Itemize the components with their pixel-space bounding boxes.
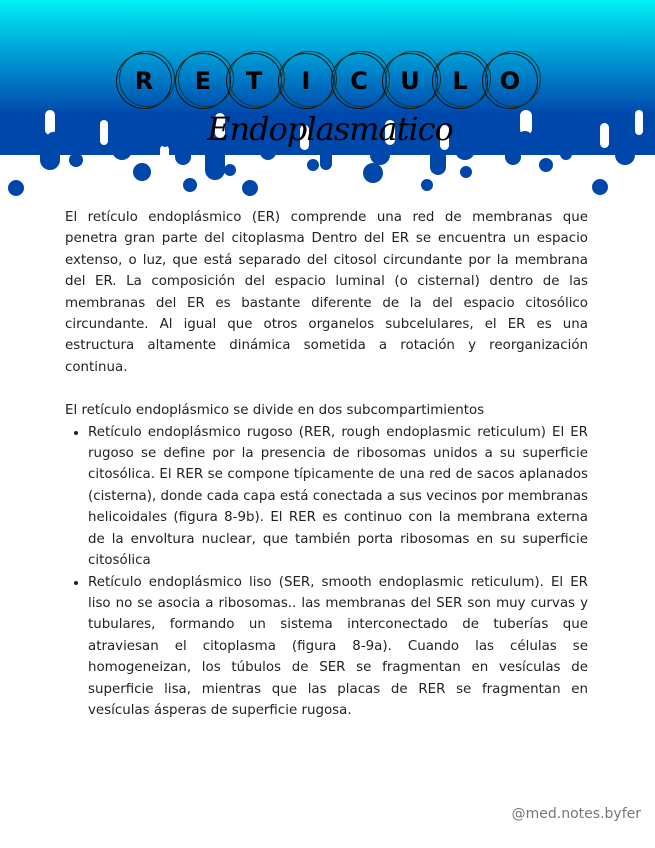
drip [150,112,162,150]
drip-gap [635,110,643,135]
drip [560,112,572,160]
list-item: • Retículo endoplásmico liso (SER, smooth endoplasmic reticulum). El ER liso no se asocia a ribosomas.. las membranas del SER son muy curvas y tubulares, formando un sistema interconectado de tuberías que atraviesan el citoplasma (figura 8-9a). Cuando las células se homogeneizan, los túbulos de SER se fragmentan en vesículas de superficie lisa, mientras que las placas de RER se fragmentan en vesículas ásperas de superficie rugosa. [88,572,588,722]
list-intro: El retículo endoplásmico se divide en dos subcompartimientos [65,403,485,419]
title-letter: I [283,58,329,104]
drip-gap [160,145,169,170]
drip [455,112,475,160]
drop-dot [539,158,553,172]
drop-dot [183,178,197,192]
drop-dot [307,159,319,171]
drip [480,112,492,150]
drop-dot [363,163,383,183]
document-body [65,207,588,721]
drip [615,112,635,165]
drip [540,112,560,150]
header-banner [0,0,655,200]
drop-dot [242,180,258,196]
drip-gap [45,110,55,135]
drop-dot [133,163,151,181]
drop-dot [47,132,59,144]
drip [85,112,101,155]
drop-dot [224,164,236,176]
drip [20,112,36,150]
drip [70,112,82,140]
drop-dot [592,179,608,195]
bullet-list [65,422,588,722]
drop-dot [421,179,433,191]
list-item: • Retículo endoplásmico rugoso (RER, rough endoplasmic reticulum) El ER rugoso se define por la presencia de ribosomas unidos a su superficie citosólica. El RER se compone típicamente de una red de sacos aplanados (cisterna), donde cada capa está conectada a sus vecinos por membranas helicoidales (figura 8-9b). El RER es continuo con la membrana externa de la envoltura nuclear, que también porta ribosomas en su superficie citosólica [88,422,588,572]
drop-dot [69,153,83,167]
title-letter: U [387,58,433,104]
drip-gap [100,120,108,145]
title-letter: E [180,58,226,104]
drip-gap [600,123,609,148]
drop-dot [460,166,472,178]
author-handle: @med.notes.byfer [511,806,641,822]
drop-dot [161,139,169,147]
drop-dot [8,180,24,196]
subtitle: Endoplasmatico [207,110,453,148]
drop-dot [518,131,532,145]
title-letter: T [231,58,277,104]
drip [175,112,191,165]
title-letter: C [336,58,382,104]
title-letter: L [437,58,483,104]
title-letter: R [121,58,167,104]
drip [0,112,12,155]
title-letter: O [487,58,533,104]
drip [112,112,132,160]
intro-paragraph: El retículo endoplásmico (ER) comprende una red de membranas que penetra gran parte del citoplasma Dentro del ER se encuentra un espacio extenso, o luz, que está separado del citosol circundante por la membrana del ER. La composición del espacio luminal (o cisternal) dentro de las membranas del ER es bastante diferente de la del espacio citosólico circundante. Al igual que otros organelos subcelulares, el ER es una estructura altamente dinámica sometida a rotación y reorganización continua. [65,210,588,375]
drop-dot [632,138,640,146]
